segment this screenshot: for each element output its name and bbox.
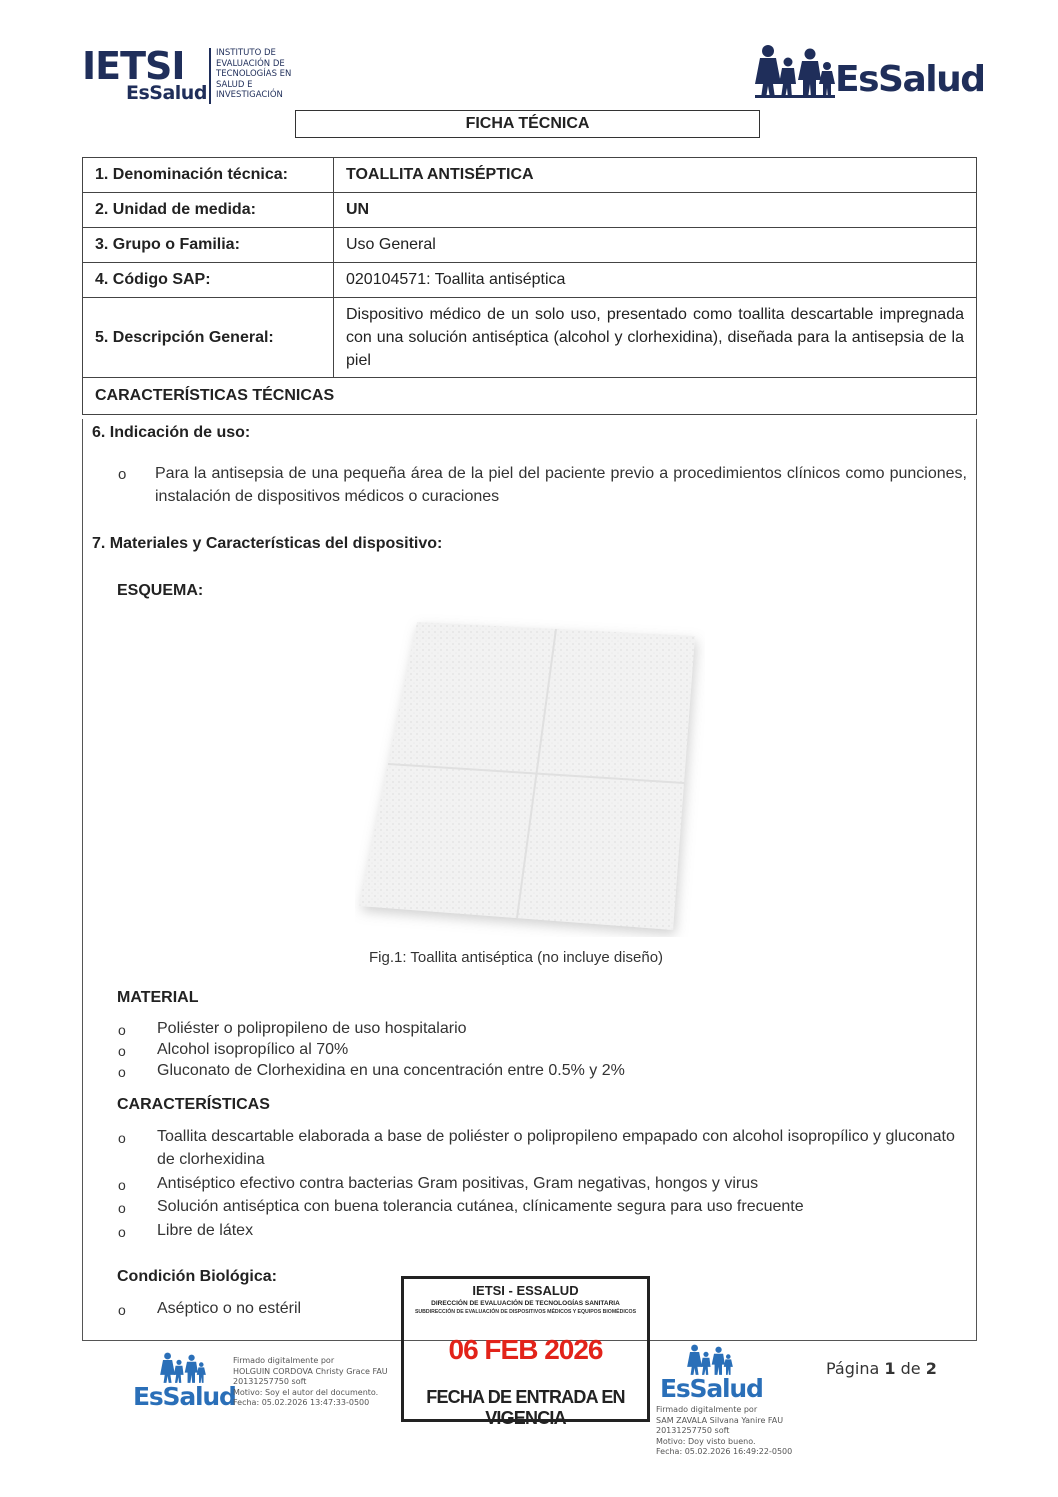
indicacion-heading: 6. Indicación de uso: [92, 424, 251, 441]
bullet: o [118, 1130, 126, 1146]
section-header-row [83, 378, 977, 415]
bullet: o [118, 1200, 126, 1216]
technical-info-table [82, 157, 977, 415]
ietsi-logo-main: IETSI [82, 44, 185, 88]
signature-left-text [233, 1356, 388, 1409]
essalud-logo-word: EsSalud [660, 1374, 763, 1403]
table-row [83, 298, 977, 378]
bullet: o [118, 1043, 126, 1059]
essalud-signature-logo-right [660, 1344, 763, 1406]
row-value: Uso General [334, 228, 977, 263]
right-border [976, 419, 977, 1340]
signature-line: Motivo: Soy el autor del documento. [233, 1387, 379, 1397]
row-value: TOALLITA ANTISÉPTICA [334, 158, 977, 193]
list-item: Antiséptico efectivo contra bacterias Gram positivas, Gram negativas, hongos y virus [157, 1175, 759, 1192]
page-middle: de [900, 1359, 921, 1378]
stamp-footer: FECHA DE ENTRADA EN VIGENCIA [426, 1387, 625, 1428]
signature-line: SAM ZAVALA Silvana Yanire FAU [656, 1415, 784, 1425]
stamp-subtitle: SUBDIRECCIÓN DE EVALUACIÓN DE DISPOSITIVOS MÉDICOS Y EQUIPOS BIOMÉDICOS [414, 1309, 637, 1315]
stamp-date: 06 FEB 2026 [448, 1334, 603, 1365]
list-item: Gluconato de Clorhexidina en una concentración entre 0.5% y 2% [157, 1062, 625, 1079]
caracteristicas-heading: CARACTERÍSTICAS [117, 1096, 270, 1113]
list-item: Libre de látex [157, 1222, 254, 1239]
stamp-title: IETSI - ESSALUD [472, 1283, 579, 1298]
signature-line: Firmado digitalmente por [656, 1405, 758, 1414]
signature-line: Fecha: 05.02.2026 13:47:33-0500 [233, 1398, 370, 1407]
bullet: o [118, 1064, 126, 1080]
family-figures-icon [155, 1352, 211, 1384]
signature-right-text [656, 1405, 792, 1458]
signature-line: HOLGUIN CORDOVA Christy Grace FAU [233, 1366, 388, 1376]
ietsi-logo-sub: EsSalud [126, 82, 207, 104]
document-title: FICHA TÉCNICA [295, 110, 760, 138]
materiales-heading: 7. Materiales y Características del dispositivo: [92, 535, 443, 552]
ietsi-logo-institute: INSTITUTO DE EVALUACIÓN DE TECNOLOGÍAS EN SALUD E INVESTIGACIÓN [216, 48, 292, 100]
family-figures-icon [682, 1344, 738, 1376]
signature-line: 20131257750 soft [656, 1426, 730, 1435]
bullet: o [118, 1022, 126, 1038]
row-value: Dispositivo médico de un solo uso, presentado como toallita descartable impregnada con una solución antiséptica (alcohol y clorhexidina), diseñada para la antisepsia de la piel [334, 298, 977, 378]
row-label: 2. Unidad de medida: [83, 193, 334, 228]
signature-line: Fecha: 05.02.2026 16:49:22-0500 [656, 1447, 793, 1456]
row-value: UN [334, 193, 977, 228]
left-border [82, 419, 83, 1340]
signature-line: 20131257750 soft [233, 1377, 307, 1386]
family-figures-icon [755, 44, 835, 100]
antiseptic-wipe-image [355, 612, 705, 937]
essalud-logo-word: EsSalud [835, 59, 985, 100]
row-value: 020104571: Toallita antiséptica [334, 263, 977, 298]
bullet: o [118, 466, 127, 483]
figure-caption: Fig.1: Toallita antiséptica (no incluye diseño) [369, 949, 664, 966]
material-heading: MATERIAL [117, 989, 199, 1006]
page-prefix: Página [826, 1359, 880, 1378]
indicacion-text: Para la antisepsia de una pequeña área de la piel del paciente previo a procedimientos clínicos como punciones, instalación de dispositivos médicos o curaciones [155, 465, 967, 505]
validity-stamp [401, 1276, 650, 1428]
table-row [83, 158, 977, 193]
row-label: 5. Descripción General: [83, 298, 334, 378]
page-number [826, 1359, 937, 1378]
signature-line: Firmado digitalmente por [233, 1356, 335, 1365]
row-label: 4. Código SAP: [83, 263, 334, 298]
section-header: CARACTERÍSTICAS TÉCNICAS [83, 378, 977, 415]
page-total: 2 [925, 1359, 937, 1378]
condicion-heading: Condición Biológica: [117, 1268, 277, 1285]
ietsi-logo-separator [209, 48, 211, 104]
essalud-signature-logo-left [133, 1352, 236, 1414]
esquema-label: ESQUEMA: [117, 582, 204, 599]
essalud-logo-word: EsSalud [133, 1382, 236, 1411]
bullet: o [118, 1224, 126, 1240]
signature-line: Motivo: Doy visto bueno. [656, 1436, 756, 1446]
list-item: Aséptico o no estéril [157, 1300, 302, 1317]
stamp-subtitle: DIRECCIÓN DE EVALUACIÓN DE TECNOLOGÍAS SANITARIA [431, 1300, 620, 1307]
list-item: Solución antiséptica con buena tolerancia cutánea, clínicamente segura para uso frecuente [157, 1198, 804, 1215]
essalud-logo [755, 44, 985, 104]
list-item: Alcohol isopropílico al 70% [157, 1041, 349, 1058]
bullet: o [118, 1177, 126, 1193]
table-row [83, 228, 977, 263]
page-current: 1 [884, 1359, 896, 1378]
list-item: Toallita descartable elaborada a base de poliéster o polipropileno empapado con alcohol isopropílico y gluconato de clorhexidina [157, 1128, 955, 1168]
bullet: o [118, 1302, 126, 1318]
row-label: 1. Denominación técnica: [83, 158, 334, 193]
table-row [83, 193, 977, 228]
table-row [83, 263, 977, 298]
row-label: 3. Grupo o Familia: [83, 228, 334, 263]
list-item: Poliéster o polipropileno de uso hospitalario [157, 1020, 467, 1037]
ietsi-logo [82, 46, 312, 106]
